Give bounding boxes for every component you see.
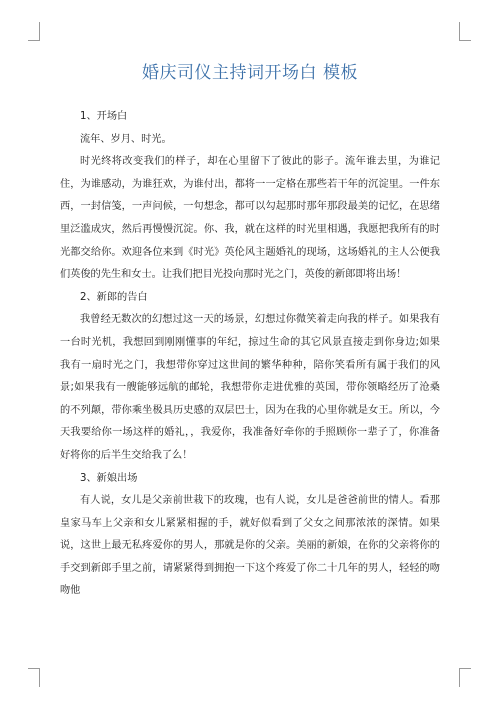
crop-mark-top-left xyxy=(28,22,40,41)
section-heading-opening: 1、开场白 xyxy=(80,111,128,122)
section-heading-bride-entrance: 3、新娘出场 xyxy=(80,472,138,484)
paragraph: 有人说，女儿是父亲前世栽下的玫瑰，也有人说，女儿是爸爸前世的情人。看那皇家马车上父亲和女儿紧紧相握的手，就好似看到了父女之间那浓浓的深情。如果说，这世上最无私疼爱你的男人，那就是你的父亲。美丽的新娘，在你的父亲将你的手交到新郎手里之前，请紧紧得到拥抱一下这个疼爱了你二十几年的男人，轻轻的吻吻他 xyxy=(60,495,440,597)
document-title: 婚庆司仪主持词开场白 模板 xyxy=(142,63,358,83)
crop-mark-top-right xyxy=(459,22,471,41)
paragraph: 时光终将改变我们的样子，却在心里留下了彼此的影子。流年谁去里，为谁记住，为谁感动，为谁狂欢，为谁付出，都将一一定格在那些若干年的沉淀里。一件东西，一封信笺，一声问候，一句想念，都可以勾起那时那年那段最美的记忆，在思绪里泛滥成灾，然后再慢慢沉淀。你、我，就在这样的时光里相遇，我愿把我所有的时光都交给你。欢迎各位来到《时光》英伦风主题婚礼的现场，这场婚礼的主人公便我们英俊的先生和女士。让我们把目光投向那时光之门，英俊的新郎即将出场！ xyxy=(60,156,440,281)
paragraph: 流年、岁月、时光。 xyxy=(80,133,172,145)
section-heading-groom-confession: 2、新郎的告白 xyxy=(80,291,148,303)
document-body xyxy=(60,106,440,603)
paragraph: 我曾经无数次的幻想过这一天的场景，幻想过你微笑着走向我的样子。如果我有一台时光机，我想回到刚刚懂事的年纪，掠过生命的其它风景直接走到你身边;如果我有一扇时光之门，我想带你穿过这世间的繁华种种，陪你笑看所有属于我们的风景;如果我有一艘能够远航的邮轮，我想带你走进优雅的英国，带你领略经历了沧桑的不列颠，带你乘坐极具历史感的双层巴士，因为在我的心里你就是女王。所以，今天我要给你一场这样的婚礼，，我爱你，我准备好牵你的手照顾你一辈子了，你准备好将你的后半生交给我了么！ xyxy=(60,314,440,461)
crop-mark-bottom-left xyxy=(28,668,40,687)
crop-mark-bottom-right xyxy=(459,668,471,687)
